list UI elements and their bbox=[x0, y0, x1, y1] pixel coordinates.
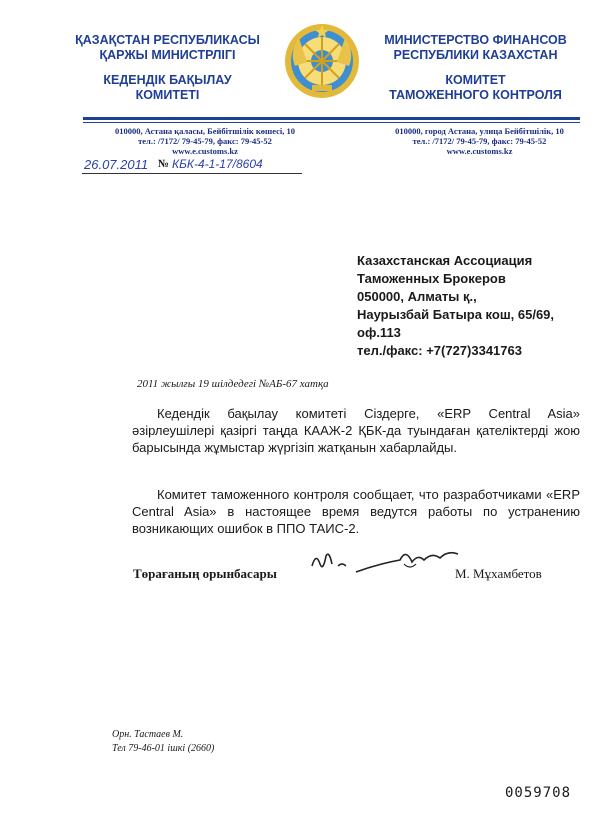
reference-line: 2011 жылғы 19 шілдедегі №АБ-67 хатқа bbox=[137, 378, 329, 390]
header-rule-thin bbox=[83, 122, 580, 123]
registration-number: КБК-4-1-17/8604 bbox=[172, 157, 263, 171]
header-right-line1: МИНИСТЕРСТВО ФИНАНСОВ bbox=[384, 33, 567, 47]
recipient-line: оф.113 bbox=[357, 325, 401, 340]
header-left-line4: КОМИТЕТІ bbox=[135, 88, 200, 102]
body-paragraph-kz: Кедендік бақылау комитеті Сіздерге, «ERP Central Asia» әзірлеушілері қазіргі таңда КААЖ-2 ҚБК-да туындаған қателіктерді жою барысында жұмыстар жүргізіп жатқанын хабарлайды. bbox=[132, 406, 580, 455]
header-left bbox=[60, 33, 275, 103]
footer-executor bbox=[112, 728, 214, 756]
recipient-line: 050000, Алматы қ., bbox=[357, 289, 477, 304]
registration-date: 26.07.2011 bbox=[84, 157, 149, 172]
header-right bbox=[368, 33, 583, 103]
header-left-contacts bbox=[90, 126, 320, 156]
registration-underline bbox=[82, 173, 302, 174]
recipient-line: Казахстанская Ассоциация bbox=[357, 253, 533, 268]
header-right-phone: тел.: /7172/ 79-45-79, факс: 79-45-52 bbox=[412, 136, 547, 146]
footer-executor-phone: Тел 79-46-01 ішкі (2660) bbox=[112, 743, 215, 754]
footer-executor-name: Орн. Тастаев М. bbox=[112, 729, 184, 740]
registration-number-mark: № bbox=[158, 158, 170, 170]
recipient-line: тел./факс: +7(727)3341763 bbox=[357, 343, 522, 358]
header-right-line4: ТАМОЖЕННОГО КОНТРОЛЯ bbox=[389, 88, 562, 102]
state-emblem-icon bbox=[283, 22, 361, 100]
header-left-phone: тел.: /7172/ 79-45-79, факс: 79-45-52 bbox=[138, 136, 272, 146]
header-left-line1: ҚАЗАҚСТАН РЕСПУБЛИКАСЫ bbox=[75, 33, 260, 47]
registration-line bbox=[82, 157, 312, 175]
recipient-line: Таможенных Брокеров bbox=[357, 271, 506, 286]
body-paragraph-ru: Комитет таможенного контроля сообщает, что разработчиками «ERP Central Asia» в настоящее время ведутся работы по устранению возникающих ошибок в ППО ТАИС-2. bbox=[132, 487, 580, 536]
recipient-line: Наурызбай Батыра кош, 65/69, bbox=[357, 307, 555, 322]
signatory-name: М. Мұхамбетов bbox=[455, 566, 542, 581]
signatory-position: Төрағаның орынбасары bbox=[133, 566, 277, 581]
header-right-contacts bbox=[372, 126, 587, 156]
header-right-line2: РЕСПУБЛИКИ КАЗАХСТАН bbox=[393, 48, 558, 62]
header-right-site: www.e.customs.kz bbox=[446, 146, 513, 156]
header-left-address: 010000, Астана қаласы, Бейбітшілік көшесі, 10 bbox=[114, 126, 295, 136]
header-right-address: 010000, город Астана, улица Бейбітшілік, 10 bbox=[395, 126, 564, 136]
header-left-line3: КЕДЕНДІК БАҚЫЛАУ bbox=[103, 73, 232, 87]
document-serial-number: 0059708 bbox=[505, 785, 572, 801]
header-rule-thick bbox=[83, 117, 580, 120]
header-left-line2: ҚАРЖЫ МИНИСТРЛІГІ bbox=[99, 48, 236, 62]
header-left-site: www.e.customs.kz bbox=[172, 146, 238, 156]
handwritten-signature-icon bbox=[308, 542, 468, 580]
header-right-line3: КОМИТЕТ bbox=[445, 73, 506, 87]
recipient-block bbox=[357, 252, 587, 360]
